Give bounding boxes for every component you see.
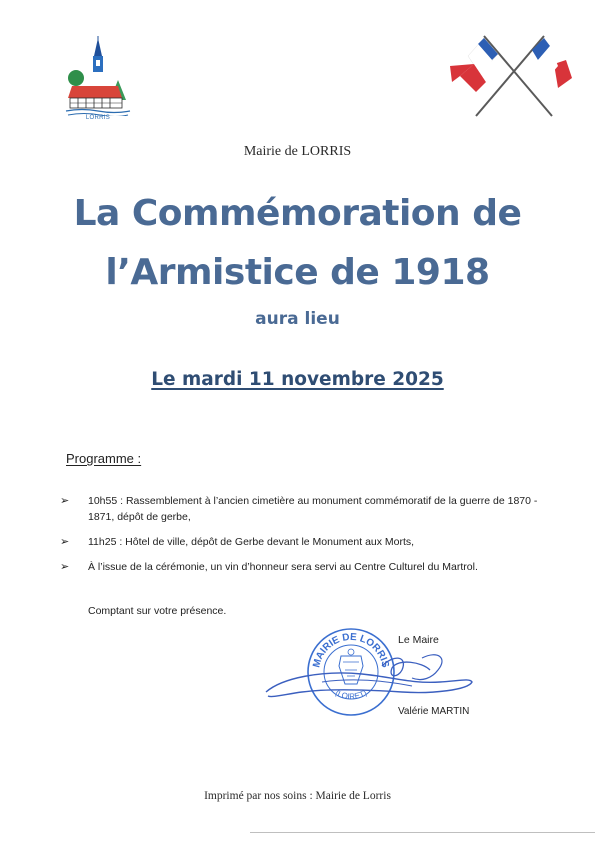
- programme-heading: Programme :: [66, 451, 142, 466]
- arrow-bullet-icon: ➢: [60, 536, 70, 548]
- programme-item-text: À l’issue de la cérémonie, un vin d’honneur sera servi au Centre Culturel du Martrol.: [88, 561, 478, 573]
- scan-edge-line: [250, 832, 595, 833]
- page-title-line-2: l’Armistice de 1918: [105, 252, 490, 293]
- crossed-french-flags-icon: [446, 30, 576, 122]
- signer-name: Valérie MARTIN: [398, 706, 470, 717]
- arrow-bullet-icon: ➢: [60, 561, 70, 573]
- town-logo: [64, 36, 132, 132]
- event-date-text: Le mardi 11 novembre 2025: [151, 369, 444, 390]
- signature-scribble-icon: [262, 648, 474, 706]
- seal-top-text: MAIRIE DE LORRIS: [311, 631, 391, 669]
- programme-list: [60, 493, 538, 584]
- closing-line: Comptant sur votre présence.: [88, 605, 227, 617]
- crossed-flags: [446, 30, 576, 122]
- arrow-bullet-icon: ➢: [60, 495, 70, 507]
- event-date: [0, 369, 595, 390]
- signer-role: Le Maire: [398, 634, 439, 646]
- programme-item-text: 11h25 : Hôtel de ville, dépôt de Gerbe devant le Monument aux Morts,: [88, 536, 415, 548]
- logo-label: LORRIS: [85, 115, 111, 121]
- issuer-line: Mairie de LORRIS: [243, 144, 352, 159]
- handwritten-signature: [262, 648, 474, 706]
- page-subtitle: aura lieu: [255, 309, 340, 329]
- programme-item: [60, 493, 538, 525]
- seal-bottom-text: (LOIRET): [333, 688, 369, 702]
- page-title-line-1: La Commémoration de: [73, 193, 522, 234]
- programme-item: [60, 534, 538, 550]
- programme-item-text: 10h55 : Rassemblement à l’ancien cimetière au monument commémoratif de la guerre de 1870 - 1871, dépôt de gerbe,: [88, 495, 538, 523]
- church-logo-icon: [64, 36, 132, 116]
- footer-note: Imprimé par nos soins : Mairie de Lorris: [204, 790, 391, 802]
- programme-item: [60, 559, 538, 575]
